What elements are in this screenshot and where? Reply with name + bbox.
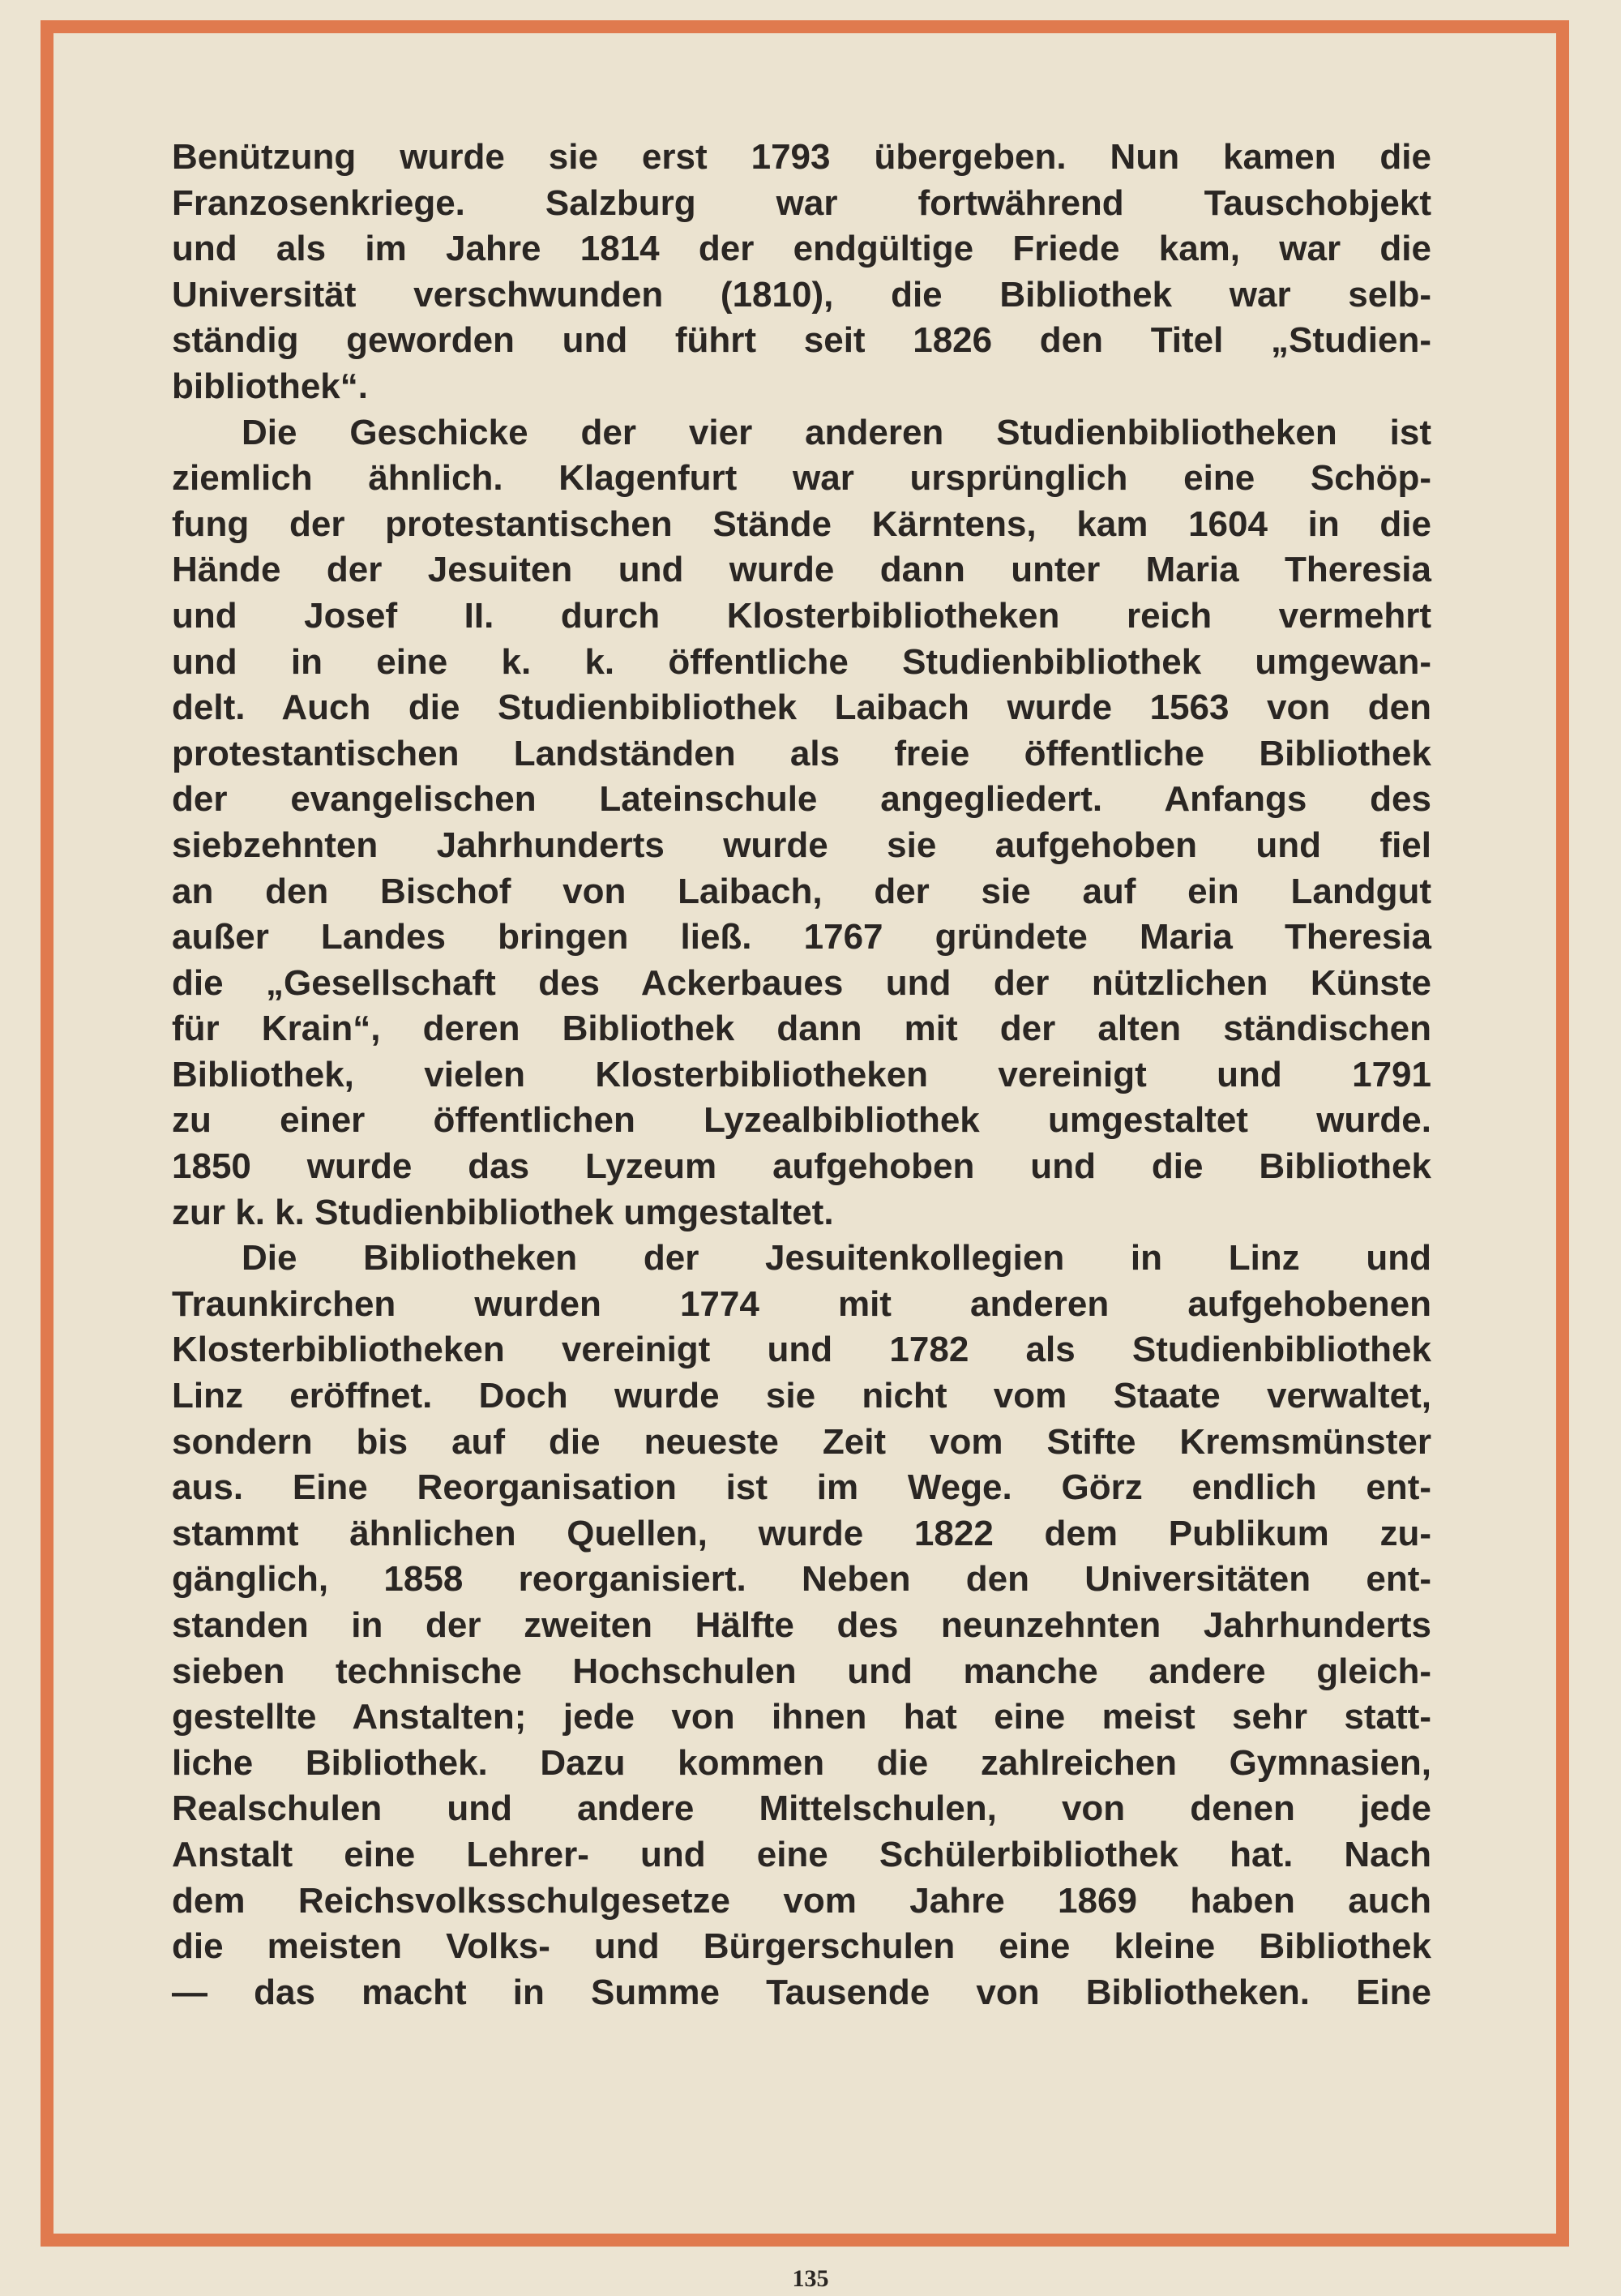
paragraph	[172, 1236, 1431, 2015]
text-line: Traunkirchen wurden 1774 mit anderen aufgehobenen	[172, 1283, 1431, 1324]
paragraph	[172, 410, 1431, 1236]
text-line: und als im Jahre 1814 der endgültige Friede kam, war die	[172, 229, 1431, 269]
text-line: Anstalt eine Lehrer- und eine Schülerbibliothek hat. Nach	[172, 1834, 1431, 1874]
paragraph	[172, 135, 1431, 410]
text-line: Franzosenkriege. Salzburg war fortwährend Tauschobjekt	[172, 182, 1431, 223]
text-line: außer Landes bringen ließ. 1767 gründete Maria Theresia	[172, 917, 1431, 957]
text-line: ziemlich ähnlich. Klagenfurt war ursprünglich eine Schöp-	[172, 458, 1431, 499]
page-number: 135	[792, 2265, 829, 2292]
body-text	[172, 135, 1431, 2015]
text-line: gestellte Anstalten; jede von ihnen hat eine meist sehr statt-	[172, 1697, 1431, 1737]
text-line: zu einer öffentlichen Lyzealbibliothek umgestaltet wurde.	[172, 1100, 1431, 1141]
text-line: Benützung wurde sie erst 1793 übergeben. Nun kamen die	[172, 137, 1431, 177]
text-line: Linz eröffnet. Doch wurde sie nicht vom Staate verwaltet,	[172, 1376, 1431, 1416]
text-line: die meisten Volks- und Bürgerschulen eine kleine Bibliothek	[172, 1926, 1431, 1967]
text-line: Die Bibliotheken der Jesuitenkollegien in Linz und	[242, 1238, 1431, 1279]
text-line: Realschulen und andere Mittelschulen, von denen jede	[172, 1788, 1431, 1829]
text-line: sieben technische Hochschulen und manche andere gleich-	[172, 1651, 1431, 1691]
text-line: dem Reichsvolksschulgesetze vom Jahre 1869 haben auch	[172, 1880, 1431, 1921]
text-line: Klosterbibliotheken vereinigt und 1782 als Studienbibliothek	[172, 1330, 1431, 1370]
text-line: liche Bibliothek. Dazu kommen die zahlreichen Gymnasien,	[172, 1742, 1431, 1783]
text-line: — das macht in Summe Tausende von Bibliotheken. Eine	[172, 1972, 1431, 2012]
text-line: Hände der Jesuiten und wurde dann unter Maria Theresia	[172, 550, 1431, 590]
text-line: für Krain“, deren Bibliothek dann mit der alten ständischen	[172, 1009, 1431, 1049]
text-line: gänglich, 1858 reorganisiert. Neben den Universitäten ent-	[172, 1559, 1431, 1600]
text-line: bibliothek“.	[172, 366, 368, 406]
text-line: an den Bischof von Laibach, der sie auf ein Landgut	[172, 871, 1431, 911]
text-line: sondern bis auf die neueste Zeit vom Stifte Kremsmünster	[172, 1421, 1431, 1462]
text-line: und in eine k. k. öffentliche Studienbibliothek umgewan-	[172, 641, 1431, 682]
text-line: delt. Auch die Studienbibliothek Laibach wurde 1563 von den	[172, 688, 1431, 728]
text-line: 1850 wurde das Lyzeum aufgehoben und die Bibliothek	[172, 1146, 1431, 1187]
text-line: Die Geschicke der vier anderen Studienbibliotheken ist	[242, 412, 1431, 452]
text-line: ständig geworden und führt seit 1826 den Titel „Studien-	[172, 320, 1431, 361]
text-line: Bibliothek, vielen Klosterbibliotheken vereinigt und 1791	[172, 1054, 1431, 1094]
text-line: die „Gesellschaft des Ackerbaues und der nützlichen Künste	[172, 962, 1431, 1003]
text-line: und Josef II. durch Klosterbibliotheken reich vermehrt	[172, 595, 1431, 636]
text-line: fung der protestantischen Stände Kärntens, kam 1604 in die	[172, 503, 1431, 544]
text-line: aus. Eine Reorganisation ist im Wege. Görz endlich ent-	[172, 1467, 1431, 1508]
text-line: siebzehnten Jahrhunderts wurde sie aufgehoben und fiel	[172, 825, 1431, 865]
text-line: zur k. k. Studienbibliothek umgestaltet.	[172, 1192, 834, 1232]
text-line: Universität verschwunden (1810), die Bibliothek war selb-	[172, 274, 1431, 315]
text-line: protestantischen Landständen als freie öffentliche Bibliothek	[172, 733, 1431, 773]
text-line: der evangelischen Lateinschule angegliedert. Anfangs des	[172, 779, 1431, 820]
text-line: stammt ähnlichen Quellen, wurde 1822 dem Publikum zu-	[172, 1513, 1431, 1553]
text-line: standen in der zweiten Hälfte des neunzehnten Jahrhunderts	[172, 1605, 1431, 1645]
